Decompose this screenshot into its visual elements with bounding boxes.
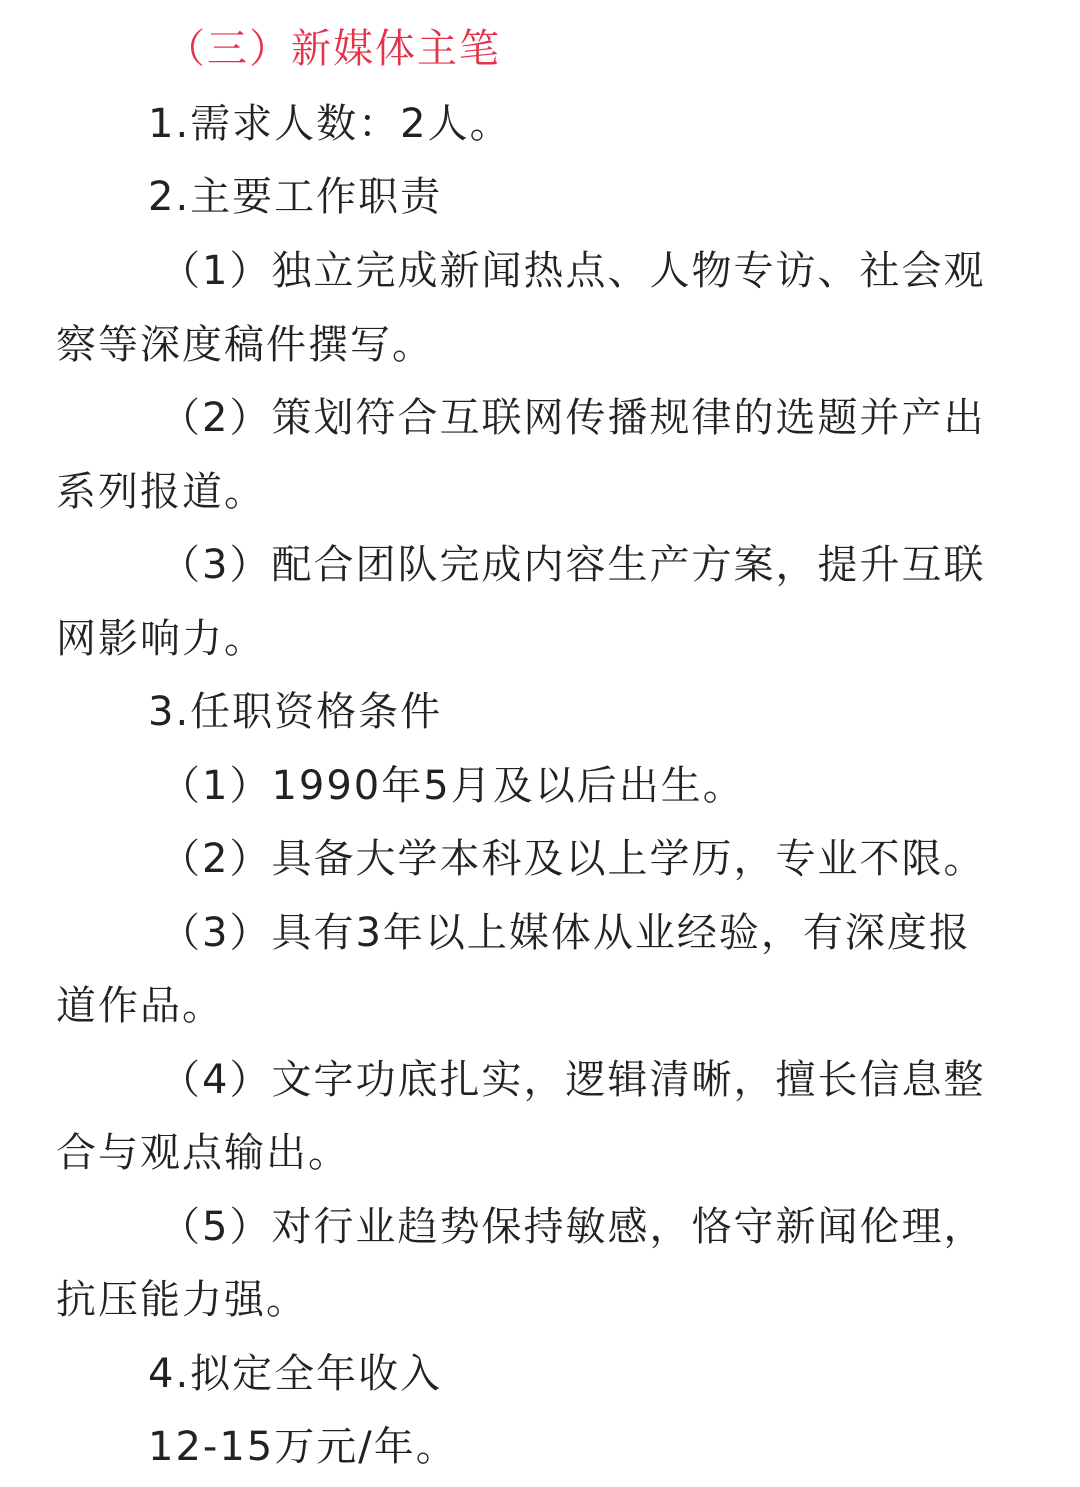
- qualification-5-line-2: 抗压能力强。: [56, 1277, 308, 1323]
- salary-heading: 4.拟定全年收入: [148, 1351, 443, 1397]
- duty-3-line-2: 网影响力。: [56, 616, 266, 662]
- duty-2-line-1: （2）策划符合互联网传播规律的选题并产出: [160, 395, 986, 441]
- qualification-4-line-2: 合与观点输出。: [56, 1130, 350, 1176]
- qualification-5-line-1: （5）对行业趋势保持敏感，恪守新闻伦理，: [160, 1204, 986, 1250]
- duty-3-line-1: （3）配合团队完成内容生产方案，提升互联: [160, 542, 986, 588]
- duty-2-line-2: 系列报道。: [56, 469, 266, 515]
- section-title: （三）新媒体主笔: [165, 26, 501, 72]
- salary-value: 12-15万元/年。: [148, 1424, 458, 1470]
- qualifications-heading: 3.任职资格条件: [148, 689, 443, 735]
- qualification-3-line-1: （3）具有3年以上媒体从业经验，有深度报: [160, 910, 971, 956]
- qualification-2: （2）具备大学本科及以上学历，专业不限。: [160, 836, 986, 882]
- qualification-3-line-2: 道作品。: [56, 983, 224, 1029]
- duty-1-line-1: （1）独立完成新闻热点、人物专访、社会观: [160, 248, 986, 294]
- headcount-line: 1.需求人数：2人。: [148, 101, 512, 147]
- qualification-1: （1）1990年5月及以后出生。: [160, 763, 745, 809]
- duty-1-line-2: 察等深度稿件撰写。: [56, 322, 434, 368]
- qualification-4-line-1: （4）文字功底扎实，逻辑清晰，擅长信息整: [160, 1057, 986, 1103]
- duties-heading: 2.主要工作职责: [148, 174, 443, 220]
